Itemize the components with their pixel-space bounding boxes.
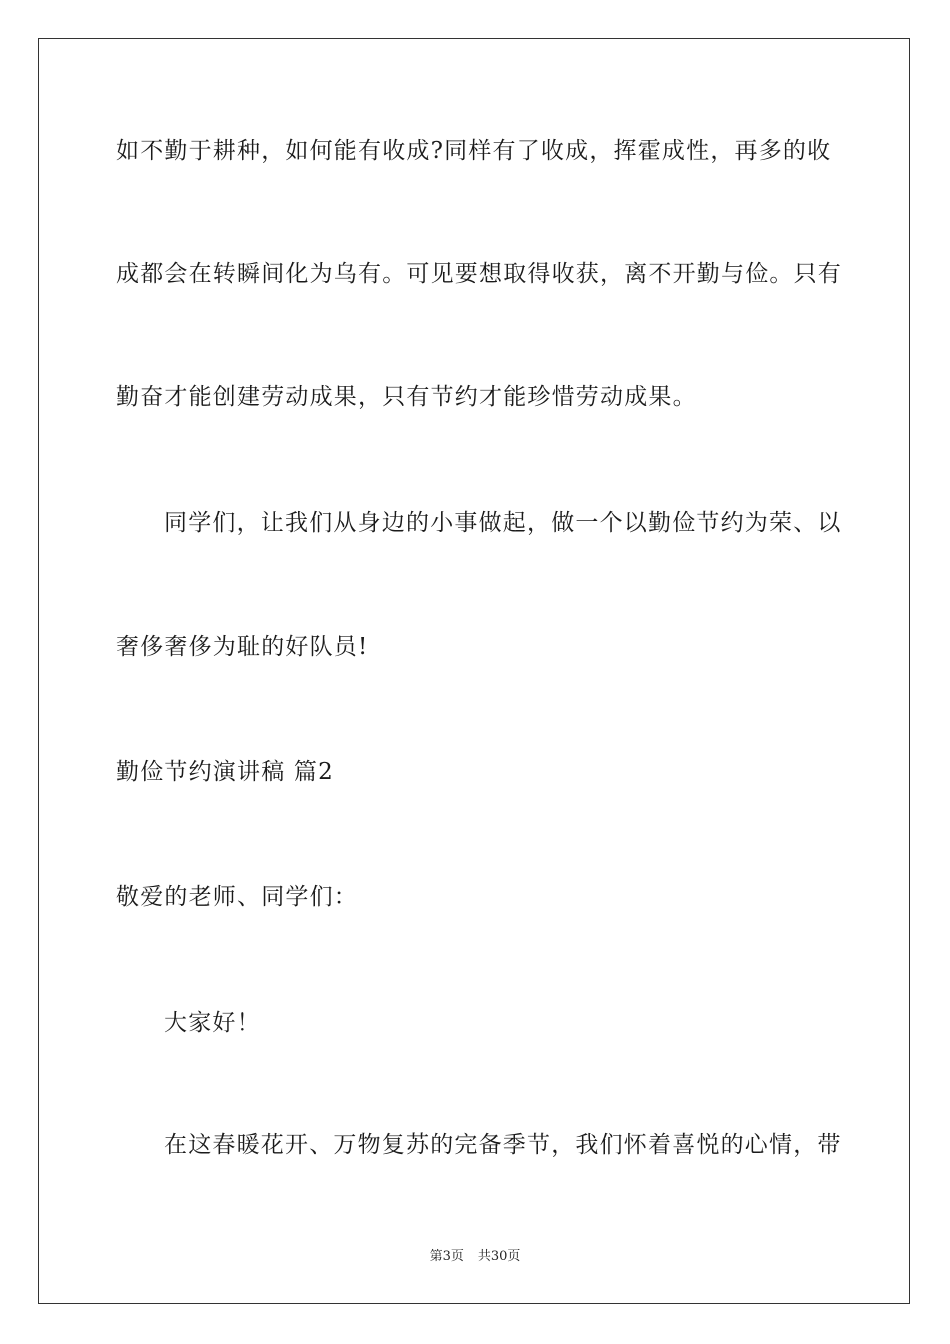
paragraph-line-3: 勤奋才能创建劳动成果，只有节约才能珍惜劳动成果。	[116, 384, 697, 410]
salutation-line: 敬爱的老师、同学们：	[116, 884, 358, 910]
paragraph-line-4: 同学们，让我们从身边的小事做起，做一个以勤俭节约为荣、以	[164, 510, 842, 536]
page-border	[38, 38, 910, 1304]
paragraph-line-2: 成都会在转瞬间化为乌有。可见要想取得收获，离不开勤与俭。只有	[116, 261, 842, 287]
paragraph-line-9: 在这春暖花开、万物复苏的完备季节，我们怀着喜悦的心情，带	[164, 1132, 842, 1158]
greeting-line: 大家好！	[164, 1010, 261, 1036]
page-footer	[0, 1248, 950, 1266]
page-number: 第3页	[429, 1249, 464, 1264]
section-heading: 勤俭节约演讲稿 篇2	[116, 759, 334, 785]
page-total: 共30页	[477, 1249, 521, 1264]
paragraph-line-5: 奢侈奢侈为耻的好队员!	[116, 634, 369, 660]
paragraph-line-1: 如不勤于耕种，如何能有收成?同样有了收成，挥霍成性，再多的收	[116, 138, 832, 164]
